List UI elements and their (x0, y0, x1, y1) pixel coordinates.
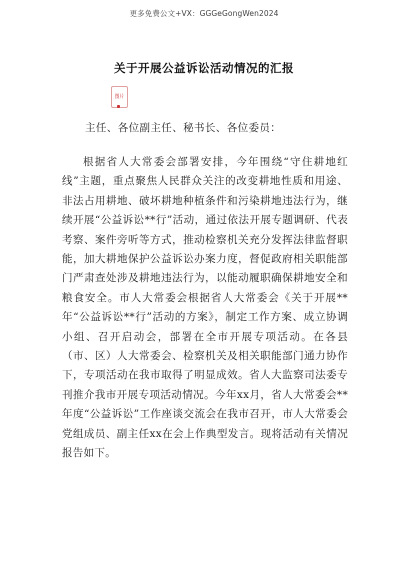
body-paragraph: 根据省人大常委会部署安排，今年围绕“守住耕地红线”主题，重点聚焦人民群众关注的改变耕地性质和用途、非法占用耕地、破坏耕地种植条件和污染耕地违法行为，继续开展“公益诉讼**行”活动，通过依法开展专题调研、代表考察、案件旁听等方式，推动检察机关充分发挥法律监督职能，加大耕地保护公益诉讼办案力度，督促政府相关职能部门严肃查处涉及耕地违法行为，以能动履职确保耕地安全和粮食安全。市人大常委会根据省人大常委会《关于开展**年“公益诉讼**行”活动的方案》，制定工作方案、成立协调小组、召开启动会，部署在全市开展专项活动。在各县（市、区）人大常委会、检察机关及相关职能部门通力协作下，专项活动在我市取得了明显成效。省人大监察司法委专刊推介我市开展专项活动情况。今年xx月，省人大常委会**年度“公益诉讼”工作座谈交流会在我市召开，市人大常委会党组成员、副主任xx在会上作典型发言。现将活动有关情况报告如下。 (62, 156, 348, 460)
salutation: 主任、各位副主任、秘书长、各位委员： (85, 122, 282, 134)
watermark-text: 更多免费公文+VX：GGGeGongWen2024 (129, 9, 279, 18)
stamp-mark-icon (117, 105, 120, 108)
document-title: 关于开展公益诉讼活动情况的汇报 (114, 61, 294, 75)
stamp-label: 图片 (114, 94, 125, 100)
